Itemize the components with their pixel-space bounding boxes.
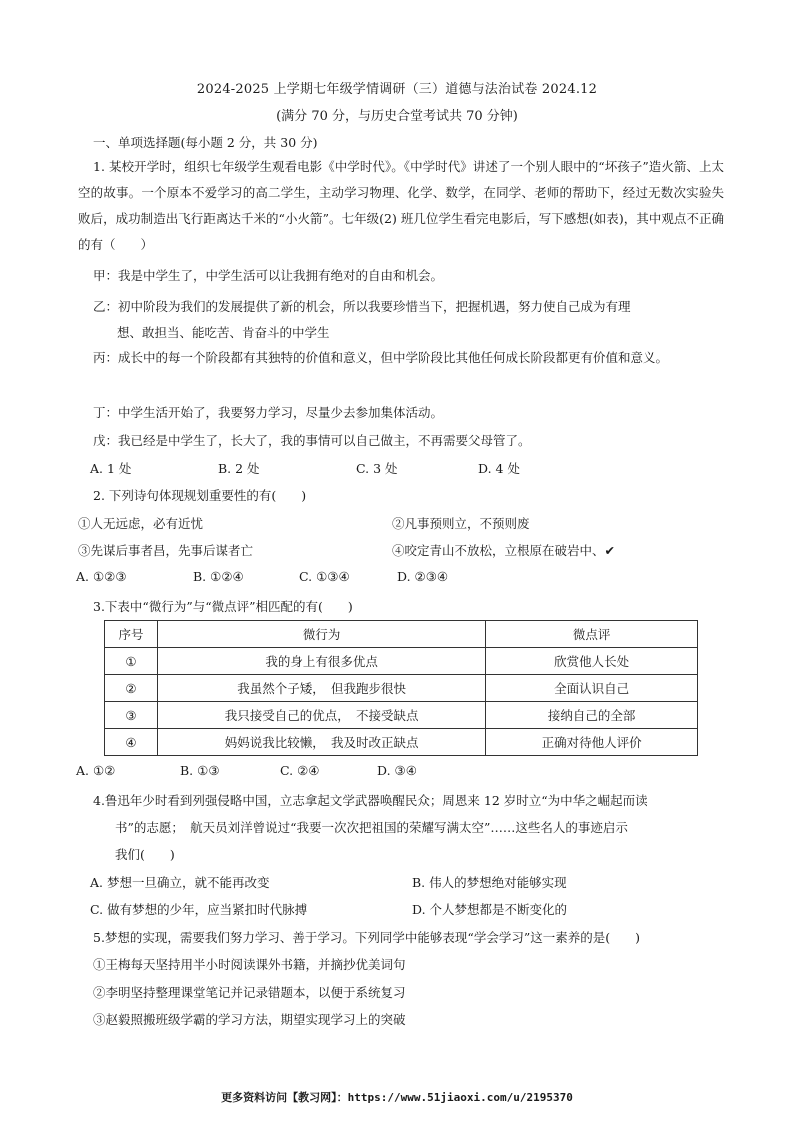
q4-option-c: C. 做有梦想的少年，应当紧扣时代脉搏 xyxy=(90,902,308,917)
q1-statement-yi xyxy=(93,294,723,346)
q1-option-c: C. 3 处 xyxy=(356,461,398,476)
q4-stem-line1: 4.鲁迅年少时看到列强侵略中国，立志拿起文学武器唤醒民众；周恩来 12 岁时立“为中华之崛起而读 xyxy=(93,793,648,808)
table-header: 微行为 xyxy=(157,621,485,648)
q2-option-a: A. ①②③ xyxy=(76,569,127,584)
q5-stem: 5.梦想的实现，需要我们努力学习、善于学习。下列同学中能够表现“学会学习”这一素养的是( ) xyxy=(93,930,640,945)
q2-option-d: D. ②③④ xyxy=(397,569,449,584)
table-cell: 妈妈说我比较懒， 我及时改正缺点 xyxy=(157,729,485,756)
q1-statement-yi-line1: 乙：初中阶段为我们的发展提供了新的机会，所以我要珍惜当下，把握机遇，努力使自己成为有理 xyxy=(93,299,631,314)
q2-item-2: ②凡事预则立，不预则废 xyxy=(392,516,530,531)
q3-stem: 3.下表中“微行为”与“微点评”相匹配的有( ) xyxy=(93,599,353,614)
q3-table xyxy=(104,620,698,756)
q4-option-b: B. 伟人的梦想绝对能够实现 xyxy=(412,875,567,890)
q5-item-3: ③赵毅照搬班级学霸的学习方法，期望实现学习上的突破 xyxy=(93,1012,406,1027)
q1-statement-bing: 丙：成长中的每一个阶段都有其独特的价值和意义，但中学阶段比其他任何成长阶段都更有价值和意义。 xyxy=(93,350,669,365)
footer-link[interactable]: 更多资料访问【教习网】：https://www.51jiaoxi.com/u/2195370 xyxy=(221,1091,573,1104)
q1-option-a: A. 1 处 xyxy=(90,461,132,476)
q2-item-1: ①人无远虑，必有近忧 xyxy=(78,516,204,531)
table-cell: ③ xyxy=(105,702,158,729)
q3-option-c: C. ②④ xyxy=(280,763,320,778)
table-cell: ② xyxy=(105,675,158,702)
table-row xyxy=(105,675,698,702)
q2-item-3: ③先谋后事者昌，先事后谋者亡 xyxy=(78,543,254,558)
q1-statement-ding: 丁：中学生活开始了，我要努力学习，尽量少去参加集体活动。 xyxy=(93,405,444,420)
q1-stem: 1. 某校开学时，组织七年级学生观看电影《中学时代》。《中学时代》讲述了一个别人眼中的“坏孩子”造火箭、上太空的故事。一个原本不爱学习的高二学生，主动学习物理、化学、数学，在同学、老师的帮助下，经过无数次实验失败后，成功制造出飞行距离达千米的“小火箭”。七年级(2) 班几位学生看完电影后，写下感想(如表)，其中观点不正确的有（ ） xyxy=(78,159,724,252)
q3-option-d: D. ③④ xyxy=(377,763,417,778)
table-row xyxy=(105,648,698,675)
table-cell: 我的身上有很多优点 xyxy=(157,648,485,675)
table-cell: 正确对待他人评价 xyxy=(486,729,698,756)
table-cell: 欣赏他人长处 xyxy=(486,648,698,675)
q4-stem-line3: 我们( ) xyxy=(115,847,175,862)
q1-statement-jia: 甲：我是中学生了，中学生活可以让我拥有绝对的自由和机会。 xyxy=(93,268,444,283)
table-cell: ④ xyxy=(105,729,158,756)
table-cell: 我虽然个子矮， 但我跑步很快 xyxy=(157,675,485,702)
table-row xyxy=(105,729,698,756)
table-header: 微点评 xyxy=(486,621,698,648)
q1-option-d: D. 4 处 xyxy=(478,461,520,476)
table-cell: 全面认识自己 xyxy=(486,675,698,702)
q3-option-b: B. ①③ xyxy=(180,763,220,778)
q1-option-b: B. 2 处 xyxy=(218,461,260,476)
table-header-row xyxy=(105,621,698,648)
q4-option-d: D. 个人梦想都是不断变化的 xyxy=(412,902,568,917)
table-cell: ① xyxy=(105,648,158,675)
q2-item-4: ④咬定青山不放松，立根原在破岩中、✔ xyxy=(392,543,615,558)
table-header: 序号 xyxy=(105,621,158,648)
exam-subtitle: (满分 70 分，与历史合堂考试共 70 分钟) xyxy=(276,109,518,124)
table-cell: 我只接受自己的优点， 不接受缺点 xyxy=(157,702,485,729)
q4-option-a: A. 梦想一旦确立，就不能再改变 xyxy=(90,875,270,890)
q2-stem: 2. 下列诗句体现规划重要性的有( ) xyxy=(93,488,307,503)
q1-statement-yi-line2: 想、敢担当、能吃苦、肯奋斗的中学生 xyxy=(117,325,330,340)
q3-option-a: A. ①② xyxy=(76,763,116,778)
table-row xyxy=(105,702,698,729)
q4-stem-line2: 书”的志愿； 航天员刘洋曾说过“我要一次次把祖国的荣耀写满太空”……这些名人的事迹启示 xyxy=(115,820,628,835)
q5-item-2: ②李明坚持整理课堂笔记并记录错题本，以便于系统复习 xyxy=(93,985,406,1000)
q2-option-b: B. ①②④ xyxy=(193,569,244,584)
q5-item-1: ①王梅每天坚持用半小时阅读课外书籍，并摘抄优美词句 xyxy=(93,957,406,972)
table-cell: 接纳自己的全部 xyxy=(486,702,698,729)
exam-title: 2024-2025 上学期七年级学情调研（三）道德与法治试卷 2024.12 xyxy=(196,82,598,97)
q2-option-c: C. ①③④ xyxy=(299,569,350,584)
q1-statement-wu: 戊：我已经是中学生了，长大了，我的事情可以自己做主，不再需要父母管了。 xyxy=(93,433,531,448)
section-heading: 一、单项选择题(每小题 2 分，共 30 分) xyxy=(93,135,318,150)
